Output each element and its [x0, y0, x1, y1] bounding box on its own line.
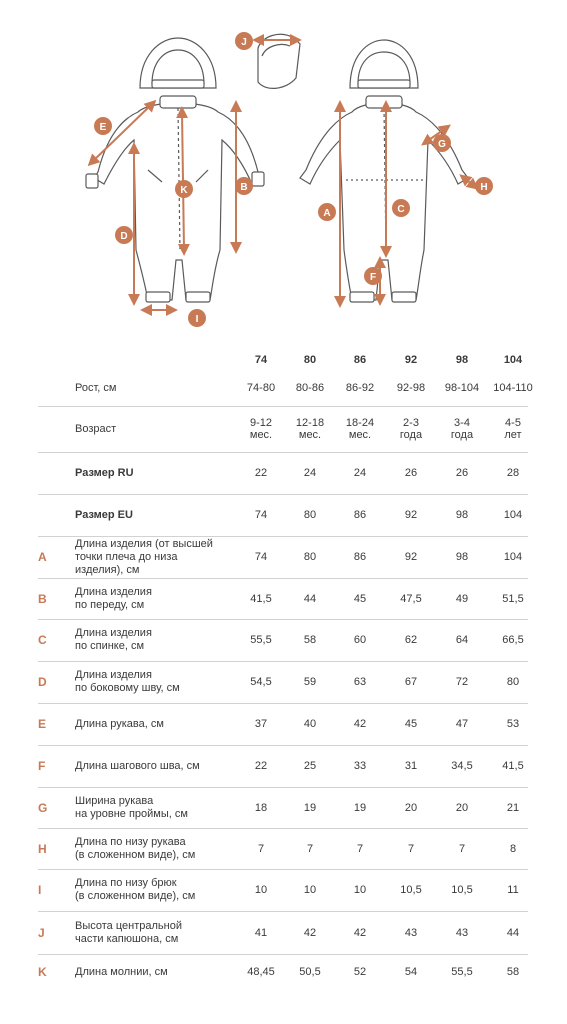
table-row	[0, 869, 567, 911]
marker-F	[364, 267, 382, 285]
row-label: Рост, см	[75, 382, 117, 394]
table-cell: 60	[353, 634, 367, 646]
row-separator	[38, 406, 528, 407]
table-cell: 80	[506, 676, 520, 688]
table-cell: 98	[455, 551, 469, 563]
table-cell: 47,5	[400, 593, 422, 605]
table-row	[0, 703, 567, 745]
table-cell: 49	[455, 593, 469, 605]
marker-D	[115, 226, 133, 244]
table-cell: 51,5	[502, 593, 524, 605]
table-cell: 54,5	[250, 676, 272, 688]
table-row	[0, 661, 567, 703]
table-cell: 22	[254, 467, 268, 479]
row-separator	[38, 619, 528, 620]
table-cell: 33	[353, 760, 367, 772]
table-cell: 24	[303, 467, 317, 479]
table-cell: 45	[353, 593, 367, 605]
table-cell: 44	[506, 927, 520, 939]
table-row	[0, 828, 567, 869]
row-separator	[38, 661, 528, 662]
svg-text:H: H	[480, 182, 488, 193]
table-cell: 62	[404, 634, 418, 646]
size-header-cell: 80	[303, 354, 317, 366]
garment-measurement-diagram	[0, 0, 567, 335]
table-cell: 58	[506, 966, 520, 978]
table-cell: 80	[303, 509, 317, 521]
table-cell: 41,5	[250, 593, 272, 605]
row-separator	[38, 494, 528, 495]
table-cell: 55,5	[250, 634, 272, 646]
table-cell: 104	[503, 509, 523, 521]
table-cell: 19	[303, 802, 317, 814]
back-jumpsuit-drawing	[300, 40, 468, 302]
table-cell: 67	[404, 676, 418, 688]
measurement-letter: B	[38, 592, 47, 606]
size-header-cell: 98	[455, 354, 469, 366]
table-cell: 22	[254, 760, 268, 772]
marker-B	[235, 177, 253, 195]
row-separator	[38, 745, 528, 746]
table-cell: 53	[506, 718, 520, 730]
size-header-cell: 104	[503, 354, 523, 366]
table-cell: 41	[254, 927, 268, 939]
table-cell: 40	[303, 718, 317, 730]
table-cell: 10	[353, 884, 367, 896]
table-cell: 47	[455, 718, 469, 730]
table-row	[0, 406, 567, 452]
table-cell: 18	[254, 802, 268, 814]
table-cell: 63	[353, 676, 367, 688]
table-cell: 7	[458, 843, 466, 855]
row-label: Длина изделия по спинке, см	[75, 627, 152, 652]
table-cell: 92	[404, 509, 418, 521]
row-separator	[38, 787, 528, 788]
table-cell: 25	[303, 760, 317, 772]
marker-C	[392, 199, 410, 217]
marker-K	[175, 180, 193, 198]
table-cell: 19	[353, 802, 367, 814]
table-cell: 52	[353, 966, 367, 978]
row-separator	[38, 954, 528, 955]
row-label: Длина изделия (от высшей точки плеча до низа изделия), см	[75, 538, 213, 576]
table-cell: 8	[509, 843, 517, 855]
row-label: Длина изделия по переду, см	[75, 586, 152, 611]
size-header-cell: 74	[254, 354, 268, 366]
row-separator	[38, 536, 528, 537]
table-row	[0, 954, 567, 990]
row-label: Длина по низу рукава (в сложенном виде), см	[75, 836, 196, 861]
table-cell: 86	[353, 509, 367, 521]
svg-text:D: D	[120, 231, 128, 242]
table-cell: 4-5 лет	[504, 417, 522, 441]
row-label: Длина рукава, см	[75, 718, 164, 730]
table-cell: 50,5	[299, 966, 321, 978]
table-cell: 42	[353, 718, 367, 730]
table-cell: 34,5	[451, 760, 473, 772]
table-cell: 9-12 мес.	[249, 417, 273, 441]
table-cell: 7	[257, 843, 265, 855]
svg-text:F: F	[369, 272, 377, 283]
table-cell: 74-80	[246, 382, 276, 394]
size-header-cell: 86	[353, 354, 367, 366]
table-row	[0, 911, 567, 954]
table-cell: 20	[404, 802, 418, 814]
table-cell: 86	[353, 551, 367, 563]
row-label: Длина по низу брюк (в сложенном виде), см	[75, 877, 196, 902]
table-cell: 80-86	[295, 382, 325, 394]
table-cell: 42	[353, 927, 367, 939]
svg-text:G: G	[438, 139, 446, 150]
row-label: Длина молнии, см	[75, 966, 168, 978]
marker-A	[318, 203, 336, 221]
row-separator	[38, 828, 528, 829]
svg-text:I: I	[195, 314, 199, 325]
table-cell: 58	[303, 634, 317, 646]
row-separator	[38, 911, 528, 912]
table-cell: 10	[303, 884, 317, 896]
row-label: Размер RU	[75, 467, 134, 479]
table-row	[0, 787, 567, 828]
measurement-letter: J	[38, 926, 45, 940]
table-cell: 44	[303, 593, 317, 605]
table-cell: 11	[507, 884, 519, 896]
measurement-letter: A	[38, 550, 47, 564]
table-cell: 20	[455, 802, 469, 814]
table-cell: 48,45	[247, 966, 275, 978]
front-hood-drawing	[140, 38, 216, 88]
table-cell: 98	[455, 509, 469, 521]
table-cell: 92	[404, 551, 418, 563]
table-cell: 74	[254, 551, 268, 563]
marker-G	[433, 134, 451, 152]
measurement-letter: I	[38, 883, 42, 897]
table-row	[0, 494, 567, 536]
table-cell: 12-18 мес.	[295, 417, 325, 441]
table-cell: 66,5	[502, 634, 524, 646]
measurement-letter: G	[38, 801, 48, 815]
table-cell: 42	[303, 927, 317, 939]
size-header-cell: 92	[404, 354, 418, 366]
table-cell: 43	[455, 927, 469, 939]
table-cell: 3-4 года	[450, 417, 474, 441]
table-cell: 7	[306, 843, 314, 855]
table-cell: 98-104	[444, 382, 480, 394]
row-separator	[38, 703, 528, 704]
table-cell: 7	[407, 843, 415, 855]
table-cell: 64	[455, 634, 469, 646]
table-cell: 31	[404, 760, 418, 772]
svg-text:J: J	[241, 37, 247, 48]
table-cell: 37	[254, 718, 268, 730]
table-cell: 21	[506, 802, 520, 814]
table-cell: 26	[404, 467, 418, 479]
row-separator	[38, 578, 528, 579]
table-cell: 43	[404, 927, 418, 939]
svg-text:E: E	[99, 122, 107, 133]
table-row	[0, 578, 567, 619]
marker-I	[188, 309, 206, 327]
table-cell: 10,5	[451, 884, 473, 896]
table-row	[0, 370, 567, 406]
row-label: Ширина рукава на уровне проймы, см	[75, 795, 188, 820]
table-cell: 104-110	[493, 382, 533, 394]
row-separator	[38, 452, 528, 453]
svg-text:A: A	[323, 208, 331, 219]
row-label: Возраст	[75, 423, 117, 435]
table-cell: 28	[506, 467, 520, 479]
table-row	[0, 745, 567, 787]
table-cell: 26	[455, 467, 469, 479]
table-cell: 24	[353, 467, 367, 479]
measurement-letter: E	[38, 717, 47, 731]
table-cell: 45	[404, 718, 418, 730]
measurement-letter: C	[38, 633, 47, 647]
table-cell: 80	[303, 551, 317, 563]
table-cell: 18-24 мес.	[345, 417, 375, 441]
table-cell: 54	[404, 966, 418, 978]
row-label: Длина шагового шва, см	[75, 760, 200, 772]
table-cell: 104	[503, 551, 523, 563]
table-cell: 10,5	[400, 884, 422, 896]
table-row	[0, 536, 567, 578]
marker-J	[235, 32, 253, 50]
row-label: Высота центральной части капюшона, см	[75, 920, 182, 945]
row-separator	[38, 869, 528, 870]
row-label: Длина изделия по боковому шву, см	[75, 669, 180, 694]
marker-H	[475, 177, 493, 195]
table-cell: 59	[303, 676, 317, 688]
front-jumpsuit-drawing	[86, 96, 264, 302]
table-cell: 55,5	[451, 966, 473, 978]
table-cell: 86-92	[345, 382, 375, 394]
svg-text:B: B	[240, 182, 248, 193]
row-label: Размер EU	[75, 509, 133, 521]
table-cell: 10	[254, 884, 268, 896]
side-hood-drawing	[258, 34, 300, 88]
svg-text:C: C	[397, 204, 405, 215]
measurement-letter: F	[38, 759, 46, 773]
measurement-letter: D	[38, 675, 47, 689]
table-cell: 7	[356, 843, 364, 855]
table-cell: 41,5	[502, 760, 524, 772]
measurement-letter: K	[38, 965, 47, 979]
marker-E	[94, 117, 112, 135]
table-row	[0, 619, 567, 661]
table-row	[0, 452, 567, 494]
measurement-letter: H	[38, 842, 47, 856]
table-cell: 72	[455, 676, 469, 688]
table-cell: 74	[254, 509, 268, 521]
svg-text:K: K	[180, 185, 188, 196]
table-cell: 2-3 года	[399, 417, 423, 441]
table-cell: 92-98	[396, 382, 426, 394]
